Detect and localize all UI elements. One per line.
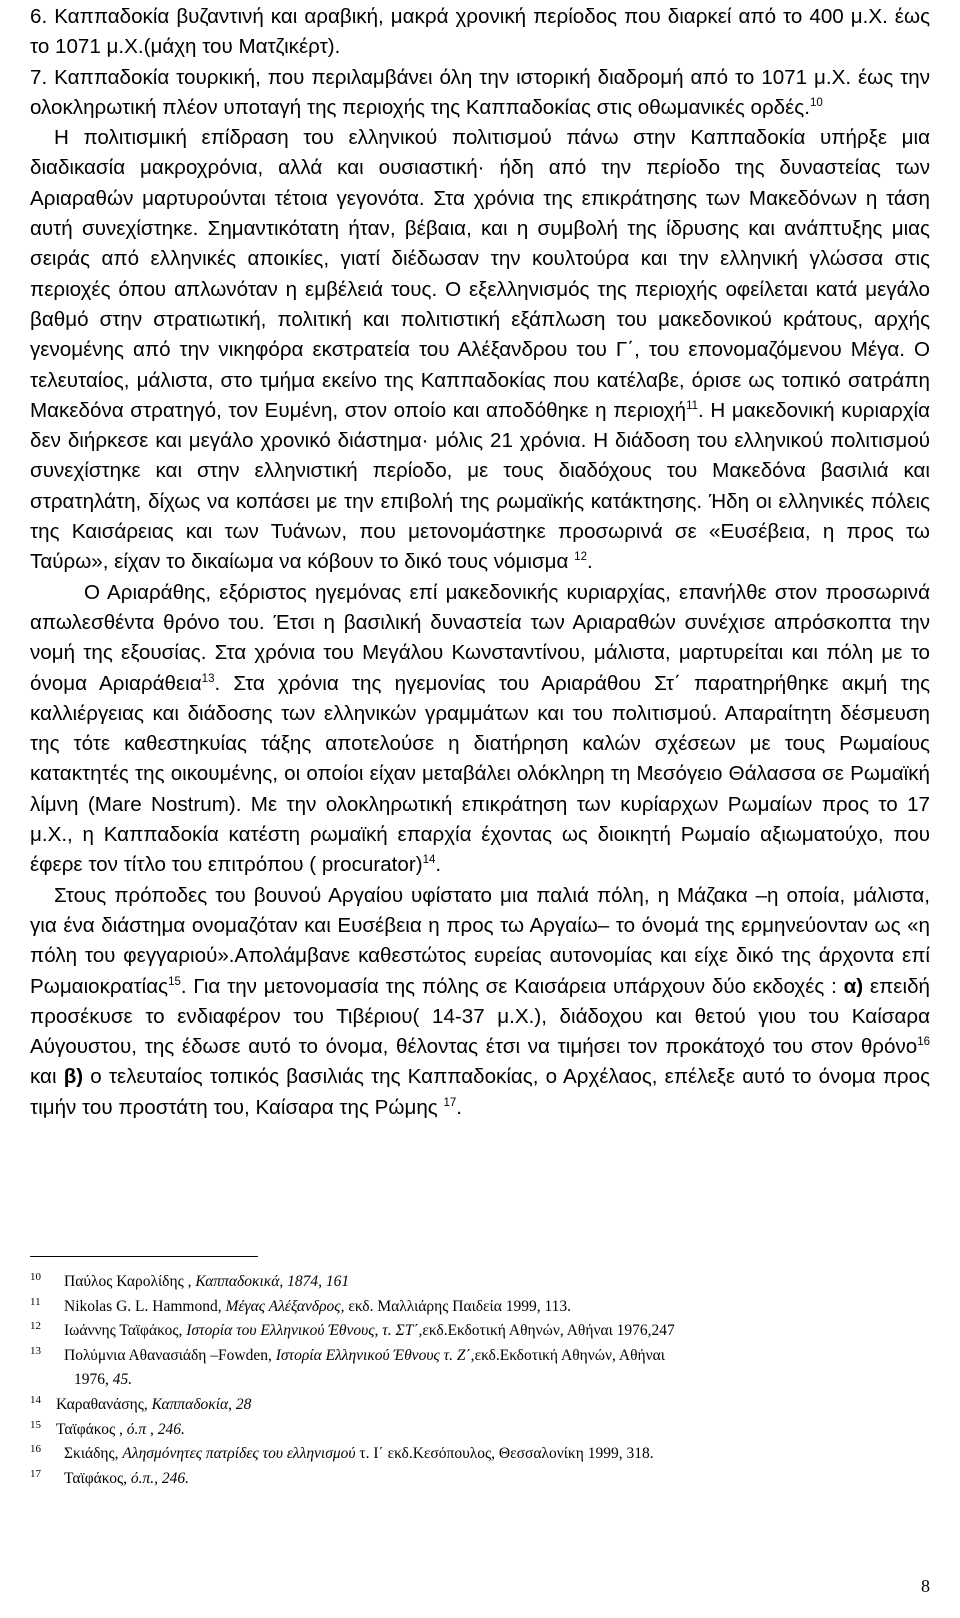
paragraph-7-text: 7. Καππαδοκία τουρκική, που περιλαμβάνει όλη την ιστορική διαδρομή από το 1071 μ.Χ. έως την ολοκληρωτική πλέον υποταγή της περιοχής της Καππαδοκίας στις οθωμανικές ορδές. <box>30 65 930 119</box>
footnote-number: 10 <box>30 1271 41 1283</box>
footnote-publisher: εκδ. Μαλλιάρης Παιδεία 1999, 113. <box>344 1297 572 1315</box>
footnote-title: Αλησμόνητες πατρίδες του ελληνισμού <box>122 1445 356 1463</box>
footnotes <box>30 1270 930 1491</box>
footnote-11 <box>30 1295 930 1320</box>
footnote-publisher: εκδ.Εκδοτική Αθηνών, Αθήναι 1976,247 <box>422 1322 675 1340</box>
paragraph-mazaka <box>30 881 930 1123</box>
footnote-ref-17[interactable]: 17 <box>443 1096 457 1109</box>
paragraph-mazaka-text-e: . <box>456 1095 462 1119</box>
footnote-17 <box>30 1467 930 1492</box>
footnote-author: Ταϊφάκος , <box>56 1420 127 1438</box>
footnote-title: Καππαδοκικά, 1874, 161 <box>195 1273 350 1290</box>
option-beta-label: β) <box>63 1065 84 1089</box>
footnote-ref-12[interactable]: 12 <box>574 551 587 564</box>
footnote-number: 15 <box>30 1418 41 1431</box>
footnote-number: 11 <box>30 1295 41 1308</box>
footnote-number: 12 <box>30 1320 41 1333</box>
footnote-title: Ιστορία Ελληνικού Έθνους τ. Ζ΄, <box>275 1346 475 1364</box>
footnote-author: Σκιάδης, <box>64 1445 123 1463</box>
paragraph-ariarathes-text-a: Ο Αριαράθης, εξόριστος ηγεμόνας επί μακεδονικής κυριαρχίας, επανήλθε στον προσωρινά απωλεσθέντα θρόνο του. Έτσι η βασιλική δυναστεία των Αριαραθών συνέχισε απρόσκοπτα την νομή της εξουσίας. Στα χρόνια του Μεγάλου Κωνσταντίνου, μάλιστα, μαρτυρείται και πόλη με το όνομα Αριαράθεια <box>30 580 930 695</box>
paragraph-ariarathes-text-c: . <box>435 853 442 877</box>
footnote-number: 17 <box>30 1467 41 1480</box>
footnote-number: 14 <box>30 1393 41 1406</box>
footnote-ref-14[interactable]: 14 <box>422 854 436 867</box>
paragraph-mazaka-text-a: Στους πρόποδες του βουνού Αργαίου υφίστατο μια παλιά πόλη, η Μάζακα –η οποία, μάλιστα, για ένα διάστημα ονομαζόταν και Ευσέβεια η προς τω Αργαίω– το όνομά της ερμηνεύονταν ως «η πόλη του φεγγαριού».Απολάμβανε καθεστώτος ευρείας αυτονομίας και είχε δικό της άρχοντα επί Ρωμαιοκρατίας <box>30 883 930 998</box>
footnote-ref-16[interactable]: 16 <box>917 1036 930 1049</box>
document-page <box>30 0 930 1618</box>
paragraph-ariarathes <box>30 578 930 881</box>
footnote-title: Μέγας Αλέξανδρος, <box>225 1297 345 1315</box>
footnote-author: Ταϊφάκος, <box>64 1469 131 1487</box>
paragraph-mazaka-and: και <box>30 1065 57 1089</box>
page-number: 8 <box>921 1576 930 1596</box>
footnote-separator <box>30 1256 258 1257</box>
paragraph-influence <box>30 123 930 577</box>
option-alpha-label: α) <box>843 974 864 998</box>
footnote-14 <box>30 1393 930 1418</box>
footnote-title: ό.π , 246. <box>126 1420 185 1438</box>
footnote-12 <box>30 1319 930 1344</box>
paragraph-influence-text-a: Η πολιτισμική επίδραση του ελληνικού πολιτισμού πάνω στην Καππαδοκία υπήρξε μια διαδικασία μακροχρόνια, αλλά και ουσιαστική· ήδη από την περίοδο της δυναστείας των Αριαραθών μαρτυρούνται τέτοια γεγονότα. Στα χρόνια της επικράτησης των Μακεδόνων η τάση αυτή συνεχίστηκε. Σημαντικότατη ήταν, βέβαια, και η συμβολή της ίδρυσης και ανάπτυξης μιας σειράς από ελληνικές αποικίες, γιατί διέδωσαν την κουλτούρα και την ελληνική γλώσσα στις περιοχές όπου απλωνόταν η εμβέλειά τους. Ο εξελληνισμός της περιοχής οφείλεται κατά μεγάλο βαθμό στην στρατιωτική, πολιτική και πολιτιστική εξάπλωση του μακεδονικού κράτους, αρχής γενομένης από την νικηφόρα εκστρατεία του Αλέξανδρου του Γ΄, του επονομαζόμενου Μέγα. Ο τελευταίος, μάλιστα, στο τμήμα εκείνο της Καππαδοκίας που κατέλαβε, όρισε ως τοπικό σατράπη Μακεδόνα στρατηγό, τον Ευμένη, στον οποίο και αποδόθηκε η περιοχή <box>30 126 930 422</box>
footnote-16 <box>30 1442 930 1467</box>
paragraph-ariarathes-text-b: . Στα χρόνια της ηγεμονίας του Αριαράθου Στ΄ παρατηρήθηκε ακμή της καλλιέργειας και διάδοσης των ελληνικών γραμμάτων και του πολιτισμού. Απαραίτητη δέσμευση της τότε καθεστηκυίας τάξης αποτελούσε η διατήρηση καλών σχέσεων με τους Ρωμαίους κατακτητές της οικουμένης, οι οποίοι είχαν μεταβάλει ολόκληρη τη Μεσόγειο Θάλασσα σε Ρωμαϊκή λίμνη (Mare Nostrum). Με την ολοκληρωτική επικράτηση των κυρίαρχων Ρωμαίων προς το 17 μ.Χ., η Καππαδοκία κατέστη ρωμαϊκή επαρχία έχοντας ως διοικητή Ρωμαίο αξιωματούχο, που έφερε τον τίτλο του επιτρόπου ( procurator) <box>30 671 930 877</box>
footnote-page: 45. <box>112 1371 133 1389</box>
paragraph-6 <box>30 2 930 63</box>
footnote-year: 1976, <box>74 1371 113 1389</box>
paragraph-mazaka-text-c: επειδή προσέκυσε το ενδιαφέρον του Τιβέριου( 14-37 μ.Χ.), διάδοχου και θετού γιου του Καίσαρα Αύγουστου, της έδωσε αυτό το όνομα, θέλοντας έτσι να τιμήσει τον προκάτοχό του στον θρόνο <box>30 974 930 1059</box>
footnote-author: Παύλος Καρολίδης , <box>64 1273 196 1290</box>
paragraph-influence-text-c: . <box>586 550 593 574</box>
paragraph-mazaka-text-d: ο τελευταίος τοπικός βασιλιάς της Καππαδοκίας, ο Αρχέλαος, επέλεξε αυτό το όνομα προς τιμήν του προστάτη του, Καίσαρα της Ρώμης <box>30 1065 930 1119</box>
footnote-author: Καραθανάσης, <box>56 1395 152 1413</box>
footnote-number: 16 <box>30 1443 41 1456</box>
footnote-ref-11[interactable]: 11 <box>686 399 699 412</box>
paragraph-mazaka-text-b: . Για την μετονομασία της πόλης σε Καισάρεια υπάρχουν δύο εκδοχές : <box>180 974 837 998</box>
footnote-ref-15[interactable]: 15 <box>168 975 181 988</box>
footnote-ref-10[interactable]: 10 <box>809 96 823 109</box>
paragraph-7 <box>30 63 930 124</box>
paragraph-6-text: 6. Καππαδοκία βυζαντινή και αραβική, μακρά χρονική περίοδος που διαρκεί από το 400 μ.Χ. έως το 1071 μ.Χ.(μάχη του Ματζικέρτ). <box>30 5 930 59</box>
footnote-author: Πολύμνια Αθανασιάδη –Fowden, <box>64 1346 276 1364</box>
footnote-number: 13 <box>30 1344 41 1357</box>
footnote-title: ό.π., 246. <box>130 1469 190 1487</box>
footnote-publisher: εκδ.Εκδοτική Αθηνών, Αθήναι <box>474 1346 665 1364</box>
footnote-title: Καππαδοκία, 28 <box>151 1395 252 1413</box>
footnote-publisher: τ. Ι΄ εκδ.Κεσόπουλος, Θεσσαλονίκη 1999, 318. <box>355 1445 654 1463</box>
footnote-ref-13[interactable]: 13 <box>201 672 215 685</box>
footnote-10 <box>30 1270 930 1295</box>
footnote-13 <box>30 1344 930 1393</box>
footnote-15 <box>30 1418 930 1443</box>
footnote-author: Nikolas G. L. Hammond, <box>64 1297 226 1315</box>
body-text <box>30 2 930 1123</box>
footnote-title: Ιστορία του Ελληνικού Έθνους, τ. ΣΤ΄, <box>186 1322 423 1340</box>
paragraph-influence-text-b: . Η μακεδονική κυριαρχία δεν διήρκεσε και μεγάλο χρονικό διάστημα· μόλις 21 χρόνια. Η διάδοση του ελληνικού πολιτισμού συνεχίστηκε και στην ελληνιστική περίοδο, με τους διαδόχους του Μακεδόνα βασιλιά και στρατηλάτη, δίχως να κοπάσει με την επιβολή της ρωμαϊκής κατάκτησης. Ήδη οι ελληνικές πόλεις της Καισάρειας και των Τυάνων, που μετονομάστηκε προσωρινά σε «Ευσέβεια, η προς τω Ταύρω», είχαν το δικαίωμα να κόβουν το δικό τους νόμισμα <box>30 398 930 574</box>
footnote-author: Ιωάννης Ταϊφάκος, <box>64 1322 187 1340</box>
